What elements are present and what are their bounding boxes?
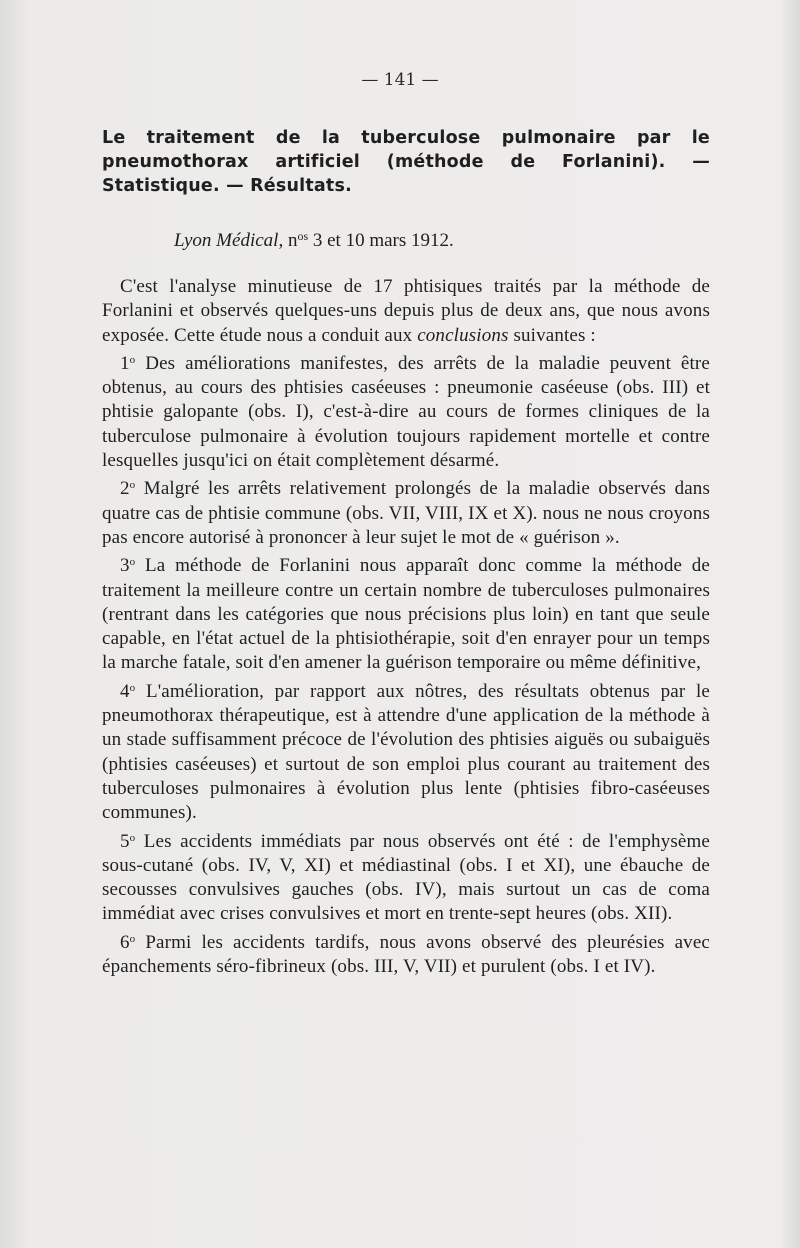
point-number-digit: 2 — [120, 478, 130, 500]
point-5 — [102, 826, 710, 927]
point-number-digit: 5 — [120, 830, 130, 852]
ordinal-mark: o — [129, 479, 136, 492]
point-number-digit: 4 — [120, 680, 130, 702]
article — [102, 126, 710, 979]
point-1 — [102, 348, 710, 473]
point-number — [120, 831, 135, 852]
point-number — [120, 681, 135, 702]
ordinal-mark: o — [129, 353, 136, 366]
source-number-prefix: , n — [278, 230, 298, 251]
intro-text: C'est l'analyse minutieuse de 17 phtisiques traités par la méthode de Forlanini et observés quelques-uns depuis plus de deux ans, que nous avons exposée. Cette étude nous a conduit aux — [102, 276, 710, 346]
intro-italic: conclusions — [417, 324, 509, 346]
point-text: Malgré les arrêts relativement prolongés de la maladie observés dans quatre cas de phtisie commune (obs. VII, VIII, IX et X). nous ne nous croyons pas encore autorisé à prononcer à leur sujet le mot de « guérison ». — [102, 478, 710, 548]
point-number-digit: 3 — [120, 555, 130, 577]
point-number — [120, 555, 135, 576]
ordinal-mark: o — [129, 831, 136, 844]
article-source — [174, 224, 710, 253]
source-journal: Lyon Médical — [174, 230, 279, 251]
point-2 — [102, 473, 710, 550]
point-number — [120, 353, 135, 374]
point-number-digit: 1 — [120, 352, 130, 374]
source-number-superscript: os — [297, 229, 309, 243]
point-text: Parmi les accidents tardifs, nous avons observé des pleurésies avec épanchements séro-fibrineux (obs. III, V, VII) et purulent (obs. I et IV). — [102, 931, 710, 978]
point-6 — [102, 927, 710, 980]
intro-paragraph — [102, 275, 710, 348]
point-text: Les accidents immédiats par nous observés ont été : de l'emphysème sous-cutané (obs. IV, V, XI) et médiastinal (obs. I et XI), une ébauche de secousses convulsives gauches (obs. IV), mais surtout un cas de coma immédiat avec crises convulsives et mort en trente-sept heures (obs. XII). — [102, 830, 710, 925]
ordinal-mark: o — [129, 556, 136, 569]
point-number-digit: 6 — [120, 931, 130, 953]
point-4 — [102, 676, 710, 826]
point-text: La méthode de Forlanini nous apparaît donc comme la méthode de traitement la meilleure contre un certain nombre de tuberculoses pulmonaires (rentrant dans les catégories que nous précisions plus loin) en tant que seule capable, en l'état actuel de la phtisiothérapie, soit d'en enrayer pour un temps la marche fatale, soit d'en amener la guérison temporaire ou même définitive, — [102, 555, 710, 674]
point-text: L'amélioration, par rapport aux nôtres, des résultats obtenus par le pneumothorax thérapeutique, est à attendre d'une application de la méthode à un stade suffisamment précoce de l'évolution des phtisies aiguës ou subaiguës (phtisies caséeuses) et surtout de son emploi plus courant au traitement des tuberculoses pulmonaires à évolution plus lente (phtisies fibro-caséeuses communes). — [102, 680, 710, 824]
ordinal-mark: o — [129, 681, 136, 694]
intro-end: suivantes : — [508, 324, 596, 346]
ordinal-mark: o — [129, 932, 136, 945]
point-number — [120, 932, 135, 953]
source-date: 3 et 10 mars 1912. — [308, 230, 454, 251]
point-3 — [102, 550, 710, 675]
point-number — [120, 478, 135, 499]
point-text: Des améliorations manifestes, des arrêts de la maladie peuvent être obtenus, au cours des phtisies caséeuses : pneumonie caséeuse (obs. III) et phtisie galopante (obs. I), c'est-à-dire au cours de formes cliniques de la tuberculose pulmonaire à évolution toujours rapidement mortelle et contre lesquelles jusqu'ici on était complètement désarmé. — [102, 352, 710, 472]
article-title: Le traitement de la tuberculose pulmonaire par le pneumothorax artificiel (méthode de Forlanini). — Statistique. — Résultats. — [102, 128, 710, 196]
page-number: — 141 — — [361, 70, 439, 90]
